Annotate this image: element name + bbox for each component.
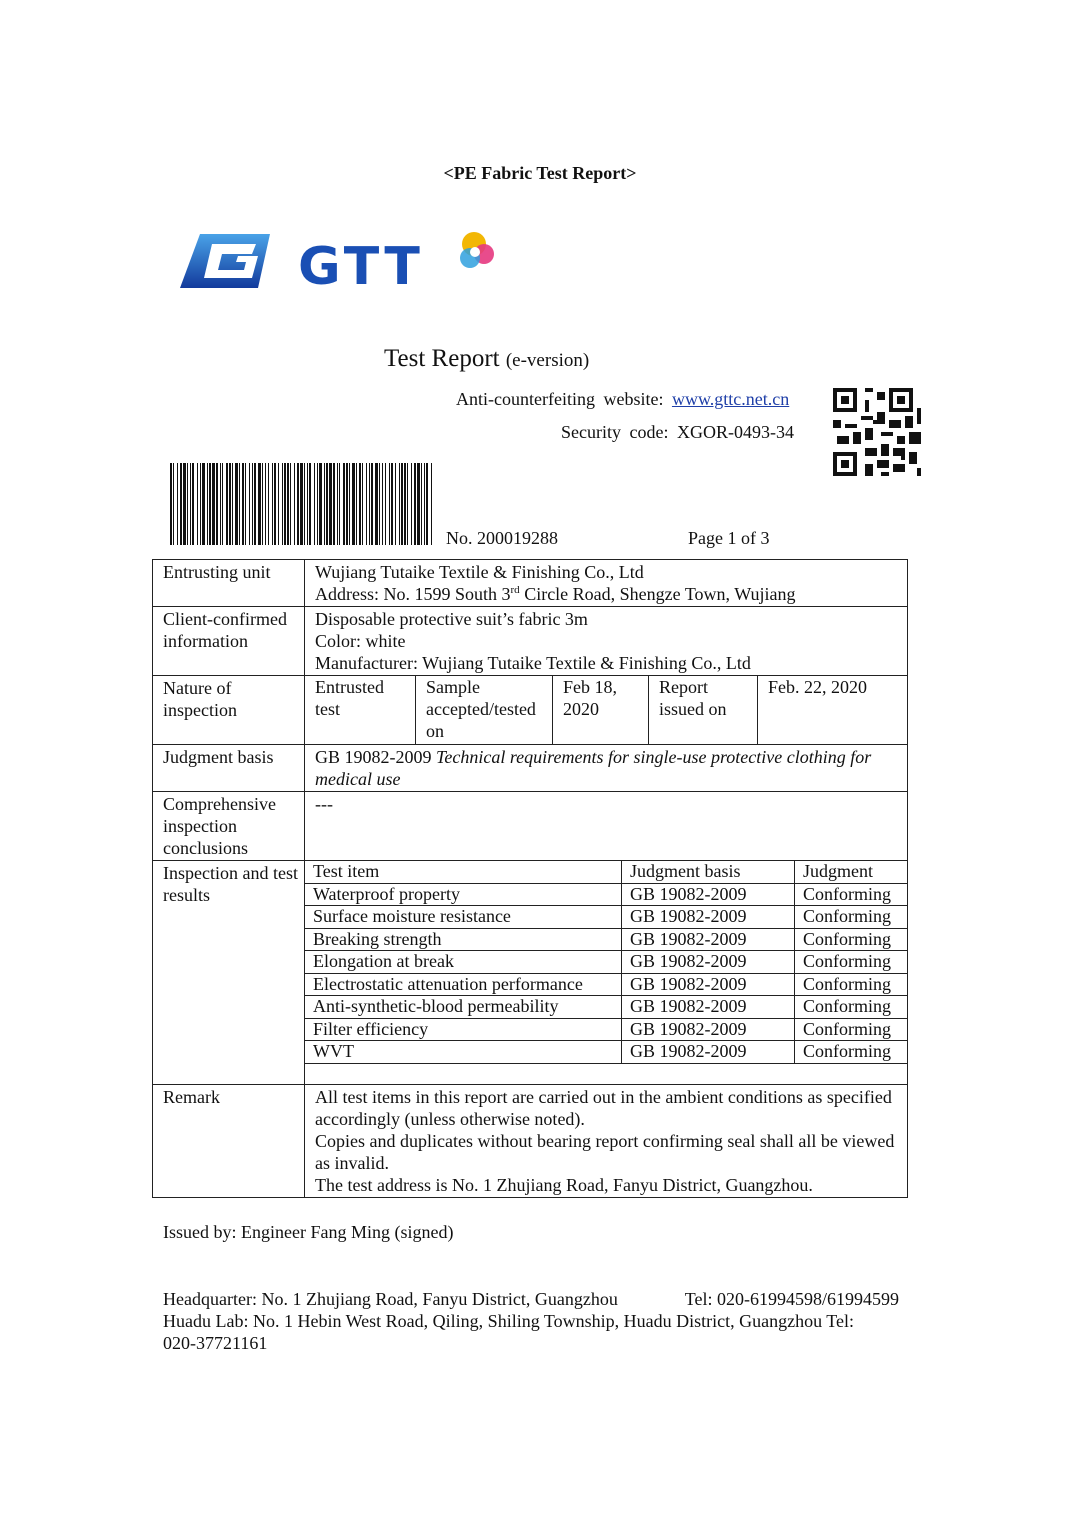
remark-label: Remark: [153, 1084, 305, 1197]
conclusions-label: Comprehensive inspection conclusions: [153, 792, 305, 861]
lab-tel: 020-37721161: [163, 1333, 268, 1353]
conclusions-value: ---: [305, 792, 908, 861]
results-header-judgment: Judgment: [795, 861, 908, 883]
barcode-icon: [170, 463, 432, 545]
client-info-value: Disposable protective suit’s fabric 3m Color: white Manufacturer: Wujiang Tutaike Textile & Finishing Co., Ltd: [305, 607, 908, 676]
table-row: Surface moisture resistance GB 19082-2009 Conforming: [305, 906, 907, 929]
judgment-basis-value: GB 19082-2009 Technical requirements for single-use protective clothing for medical use: [305, 745, 908, 792]
row-nature-of-inspection: [153, 676, 908, 745]
table-row: Anti-synthetic-blood permeability GB 19082-2009 Conforming: [305, 996, 907, 1019]
row-conclusions: [153, 792, 908, 861]
table-row: Electrostatic attenuation performance GB 19082-2009 Conforming: [305, 973, 907, 996]
table-row: Elongation at break GB 19082-2009 Conforming: [305, 951, 907, 974]
table-row: Breaking strength GB 19082-2009 Conforming: [305, 928, 907, 951]
table-row: WVT GB 19082-2009 Conforming: [305, 1041, 907, 1064]
report-table: [152, 559, 908, 1198]
row-entrusting-unit: [153, 560, 908, 607]
page-indicator: Page 1 of 3: [688, 528, 770, 548]
report-number: No. 200019288: [446, 528, 558, 548]
results-label: Inspection and test results: [153, 861, 305, 1085]
svg-text:GTT: GTT: [298, 237, 424, 294]
document-title: <PE Fabric Test Report>: [443, 163, 637, 183]
issued-date: Feb. 22, 2020: [758, 676, 908, 744]
nature-value: Entrusted test: [315, 677, 384, 719]
sample-date: Feb 18, 2020: [553, 676, 649, 744]
report-title: Test Report (e-version): [384, 345, 590, 372]
anti-counterfeit-link[interactable]: www.gttc.net.cn: [671, 389, 790, 409]
gtt-logo: [178, 228, 498, 294]
results-header-basis: Judgment basis: [622, 861, 795, 883]
sample-label: Sample accepted/tested on: [416, 676, 553, 744]
client-info-label: Client-confirmed information: [153, 607, 305, 676]
row-remark: [153, 1084, 908, 1197]
entrusting-unit-label: Entrusting unit: [153, 560, 305, 607]
table-row: Filter efficiency GB 19082-2009 Conforming: [305, 1018, 907, 1041]
nature-label: Nature of inspection: [153, 676, 305, 745]
table-row: Waterproof property GB 19082-2009 Conforming: [305, 883, 907, 906]
judgment-basis-label: Judgment basis: [153, 745, 305, 792]
results-header-row: [305, 861, 907, 883]
row-client-info: [153, 607, 908, 676]
anti-counterfeit-line: Anti-counterfeiting website: www.gttc.net.cn: [456, 389, 790, 409]
entrusting-unit-value: Wujiang Tutaike Textile & Finishing Co., Ltd Address: No. 1599 South 3rd Circle Road, Shengze Town, Wujiang: [305, 560, 908, 607]
footer-contact: [163, 1288, 923, 1354]
results-header-item: Test item: [305, 861, 622, 883]
security-code-line: Security code: XGOR-0493-34: [561, 422, 794, 442]
hq-address: Headquarter: No. 1 Zhujiang Road, Fanyu District, Guangzhou: [163, 1289, 618, 1309]
remark-value: All test items in this report are carried out in the ambient conditions as specified accordingly (unless otherwise noted). Copies and duplicates without bearing report confirming seal shall all be viewed as invalid. The test address is No. 1 Zhujiang Road, Fanyu District, Guangzhou.: [305, 1084, 908, 1197]
issued-label: Report issued on: [649, 676, 758, 744]
entrusting-address: Address: No. 1599 South 3rd Circle Road, Shengze Town, Wujiang: [315, 584, 796, 604]
row-test-results: [153, 861, 908, 1085]
row-judgment-basis: [153, 745, 908, 792]
hq-tel: Tel: 020-61994598/61994599: [684, 1289, 899, 1309]
issued-by: Issued by: Engineer Fang Ming (signed): [163, 1222, 454, 1242]
results-table: [305, 861, 907, 1084]
lab-address: Huadu Lab: No. 1 Hebin West Road, Qiling, Shiling Township, Huadu District, Guangzhou Tel:: [163, 1311, 854, 1331]
qr-code-icon: [833, 388, 925, 476]
